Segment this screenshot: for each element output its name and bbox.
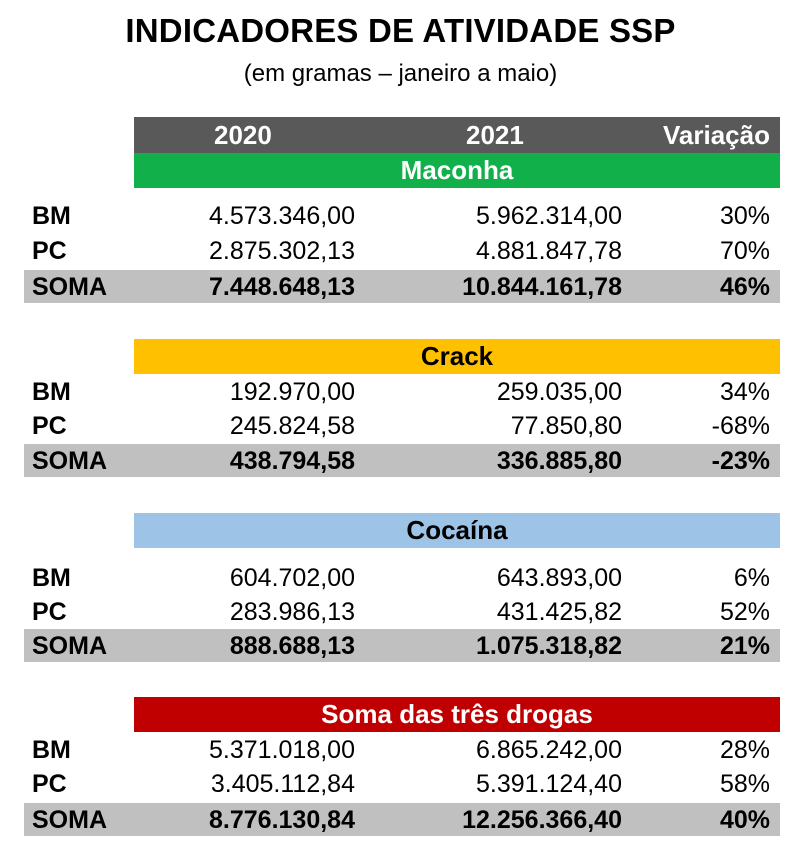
page-title: INDICADORES DE ATIVIDADE SSP <box>125 12 676 49</box>
value-2020: 2.875.302,13 <box>209 237 355 265</box>
row-label: SOMA <box>32 447 107 475</box>
column-header-2021: 2021 <box>466 120 524 150</box>
soma-row <box>24 270 780 303</box>
value-variacao: 21% <box>719 632 770 660</box>
value-variacao: 46% <box>719 273 770 301</box>
value-2020: 4.573.346,00 <box>209 202 355 230</box>
column-header-variacao: Variação <box>663 120 770 150</box>
soma-row <box>24 444 780 477</box>
value-2021: 6.865.242,00 <box>476 736 622 764</box>
section-band-cocaina: Cocaína <box>134 513 780 548</box>
value-2021: 5.962.314,00 <box>476 202 622 230</box>
section-band-crack: Crack <box>134 339 780 374</box>
value-2020: 245.824,58 <box>229 412 355 440</box>
value-2021: 259.035,00 <box>496 378 622 406</box>
value-variacao: 30% <box>719 202 770 230</box>
row-label: BM <box>32 736 71 764</box>
value-2021: 5.391.124,40 <box>476 770 622 798</box>
row-label: PC <box>32 598 67 626</box>
value-2021: 431.425,82 <box>496 598 622 626</box>
table-row <box>24 595 780 628</box>
value-2020: 604.702,00 <box>229 564 355 592</box>
column-header-2020: 2020 <box>214 120 272 150</box>
value-2020: 3.405.112,84 <box>210 770 355 798</box>
table-row <box>24 234 780 267</box>
value-variacao: 58% <box>719 770 770 798</box>
row-label: SOMA <box>32 632 107 660</box>
value-2021: 336.885,80 <box>496 447 622 475</box>
soma-row <box>24 629 780 662</box>
table-row <box>24 199 780 232</box>
value-variacao: 34% <box>719 378 770 406</box>
value-variacao: 40% <box>719 806 770 834</box>
value-variacao: -68% <box>711 412 770 440</box>
row-label: SOMA <box>32 273 107 301</box>
row-label: PC <box>32 412 67 440</box>
value-2020: 888.688,13 <box>229 632 355 660</box>
page-subtitle: (em gramas – janeiro a maio) <box>243 60 558 87</box>
value-variacao: -23% <box>711 447 770 475</box>
table-row <box>24 375 780 408</box>
row-label: PC <box>32 237 67 265</box>
value-2021: 4.881.847,78 <box>476 237 622 265</box>
value-2021: 77.850,80 <box>510 412 622 440</box>
table-row <box>24 561 780 594</box>
table-row <box>24 767 780 800</box>
value-variacao: 70% <box>719 237 770 265</box>
value-2020: 283.986,13 <box>229 598 355 626</box>
value-2020: 8.776.130,84 <box>209 806 355 834</box>
value-2021: 1.075.318,82 <box>476 632 622 660</box>
value-2021: 10.844.161,78 <box>462 273 622 301</box>
soma-row <box>24 803 780 836</box>
row-label: BM <box>32 202 71 230</box>
value-variacao: 6% <box>733 564 770 592</box>
row-label: BM <box>32 378 71 406</box>
section-band-maconha: Maconha <box>134 153 780 188</box>
table-row <box>24 409 780 442</box>
table-row <box>24 733 780 766</box>
value-variacao: 28% <box>719 736 770 764</box>
value-2020: 5.371.018,00 <box>209 736 355 764</box>
row-label: SOMA <box>32 806 107 834</box>
value-variacao: 52% <box>719 598 770 626</box>
value-2020: 7.448.648,13 <box>209 273 355 301</box>
value-2021: 643.893,00 <box>496 564 622 592</box>
column-header-row <box>134 117 780 153</box>
value-2021: 12.256.366,40 <box>462 806 622 834</box>
value-2020: 192.970,00 <box>229 378 355 406</box>
row-label: BM <box>32 564 71 592</box>
row-label: PC <box>32 770 67 798</box>
value-2020: 438.794,58 <box>229 447 355 475</box>
section-band-total: Soma das três drogas <box>134 697 780 732</box>
